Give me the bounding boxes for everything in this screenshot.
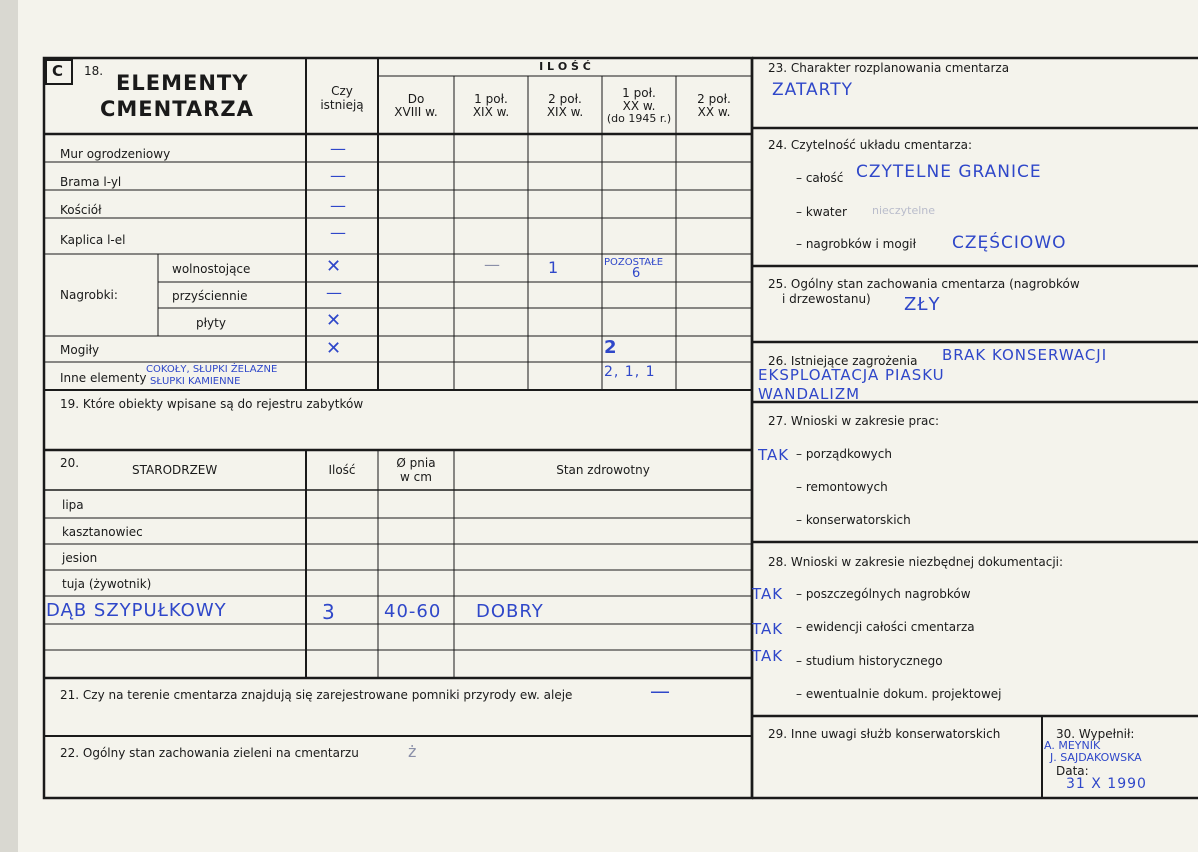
section-18-title-line1: ELEMENTY xyxy=(116,71,249,95)
hw-legibility-graves: CZĘŚCIOWO xyxy=(952,233,1067,253)
col-quantity: Ilość xyxy=(328,463,356,477)
hw-other-p4: 2, 1, 1 xyxy=(604,364,656,380)
hw-slabs-exists: ✕ xyxy=(326,310,343,331)
hw-gate-exists: — xyxy=(330,166,347,185)
section-25-label-line2: i drzewostanu) xyxy=(782,292,871,306)
legibility-whole-label: – całość xyxy=(796,171,844,185)
works-item-3: – konserwatorskich xyxy=(796,513,911,527)
hw-other-line1: COKOŁY, SŁUPKI ŻELAZNE xyxy=(146,364,278,375)
col-exists-line1: Czy xyxy=(331,84,353,98)
hw-works-yes: TAK xyxy=(758,446,790,464)
hw-docs-yes-1: TAK xyxy=(752,585,784,603)
row-mounds-label: Mogiły xyxy=(60,343,100,357)
row-wall-label: Mur ogrodzeniowy xyxy=(60,147,171,161)
docs-item-1: – poszczególnych nagrobków xyxy=(796,587,971,601)
row-graves-label: Nagrobki: xyxy=(60,288,118,302)
row-church-label: Kościół xyxy=(60,203,102,217)
row-freestanding-label: wolnostojące xyxy=(172,262,251,276)
period-4-line2: XX w. xyxy=(622,99,656,113)
col-diameter-line2: w cm xyxy=(400,470,432,484)
col-diameter-line1: Ø pnia xyxy=(396,456,436,470)
hw-section-22: ż xyxy=(408,742,418,761)
hw-filled-by-2: J. SAJDAKOWSKA xyxy=(1050,751,1142,764)
row-slabs-label: płyty xyxy=(196,316,226,330)
tree-row-2: kasztanowiec xyxy=(62,525,143,539)
hw-docs-yes-3: TAK xyxy=(752,647,784,665)
legibility-graves-label: – nagrobków i mogił xyxy=(796,237,917,251)
tree-row-1: lipa xyxy=(62,498,84,512)
works-item-1: – porządkowych xyxy=(796,447,892,461)
hw-freestanding-p4-count: 6 xyxy=(632,266,642,281)
docs-item-2: – ewidencji całości cmentarza xyxy=(796,620,975,634)
section-29-label: 29. Inne uwagi służb konserwatorskich xyxy=(768,727,1001,741)
section-25-label-line1: 25. Ogólny stan zachowania cmentarza (nagrobków xyxy=(768,277,1080,291)
period-3-line1: 2 poł. xyxy=(548,92,582,106)
quantity-header: I L O Ś Ć xyxy=(539,60,591,73)
hw-freestanding-p4-note: POZOSTAŁE xyxy=(604,257,664,268)
hw-wallmounted-exists: — xyxy=(326,283,343,302)
hw-legibility-whole: CZYTELNE GRANICE xyxy=(856,162,1042,182)
period-1-line2: XVIII w. xyxy=(394,105,438,119)
section-23-label: 23. Charakter rozplanowania cmentarza xyxy=(768,61,1010,75)
section-28-label: 28. Wnioski w zakresie niezbędnej dokumentacji: xyxy=(768,555,1064,569)
hw-freestanding-p3: 1 xyxy=(548,258,560,277)
hw-mounds-p4: 2 xyxy=(604,337,618,358)
tree-row-4: tuja (żywotnik) xyxy=(62,577,152,591)
hw-wall-exists: — xyxy=(330,139,347,158)
hw-threat-2: EKSPLOATACJA PIASKU xyxy=(758,366,945,384)
row-other-label: Inne elementy xyxy=(60,371,147,385)
docs-item-4: – ewentualnie dokum. projektowej xyxy=(796,687,1002,701)
section-24-label: 24. Czytelność układu cmentarza: xyxy=(768,138,973,152)
col-health: Stan zdrowotny xyxy=(556,463,650,477)
hw-filled-by-1: A. MEYNIK xyxy=(1044,739,1101,752)
section-20-title: STARODRZEW xyxy=(132,463,218,477)
hw-section-21: — xyxy=(650,679,671,703)
col-exists-line2: istnieją xyxy=(320,98,364,112)
hw-mounds-exists: ✕ xyxy=(326,338,343,359)
section-26-label: 26. Istniejące zagrożenia xyxy=(768,354,918,368)
hw-section-23: ZATARTY xyxy=(772,80,853,100)
section-18-title-line2: CMENTARZA xyxy=(100,97,254,121)
period-2-line1: 1 poł. xyxy=(474,92,508,106)
docs-item-3: – studium historycznego xyxy=(796,654,943,668)
row-wallmounted-label: przyściennie xyxy=(172,289,248,303)
hw-tree-diameter: 40-60 xyxy=(384,601,442,622)
section-20-number: 20. xyxy=(60,456,80,470)
row-chapel-label: Kaplica l-el xyxy=(60,233,126,247)
hw-threat-3: WANDALIZM xyxy=(758,385,861,403)
period-5-line2: XX w. xyxy=(697,105,731,119)
period-3-line2: XIX w. xyxy=(546,105,584,119)
hw-tree-quantity: 3 xyxy=(322,600,336,624)
section-27-label: 27. Wnioski w zakresie prac: xyxy=(768,414,940,428)
date-label: Data: xyxy=(1056,764,1089,778)
section-21-label: 21. Czy na terenie cmentarza znajdują się zarejestrowane pomniki przyrody ew. aleje xyxy=(60,688,573,702)
hw-freestanding-exists: ✕ xyxy=(326,256,343,277)
hw-docs-yes-2: TAK xyxy=(752,620,784,638)
section-22-label: 22. Ogólny stan zachowania zieleni na cmentarzu xyxy=(60,746,359,760)
period-4-line1: 1 poł. xyxy=(622,86,656,100)
hw-other-line2: SŁUPKI KAMIENNE xyxy=(150,376,241,387)
legibility-quarters-label: – kwater xyxy=(796,205,847,219)
works-item-2: – remontowych xyxy=(796,480,888,494)
period-5-line1: 2 poł. xyxy=(697,92,731,106)
hw-tree-health: DOBRY xyxy=(476,601,544,622)
period-4-line3: (do 1945 r.) xyxy=(606,112,672,125)
section-30-label: 30. Wypełnił: xyxy=(1056,727,1135,741)
hw-chapel-exists: — xyxy=(330,223,347,242)
hw-tree-species: DĄB SZYPUŁKOWY xyxy=(46,600,227,621)
hw-date: 31 X 1990 xyxy=(1066,776,1147,792)
section-letter: C xyxy=(52,62,64,80)
hw-freestanding-p2: — xyxy=(484,255,501,274)
hw-threat-1: BRAK KONSERWACJI xyxy=(942,346,1108,364)
period-2-line2: XIX w. xyxy=(472,105,510,119)
row-gate-label: Brama l-yl xyxy=(60,175,122,189)
hw-section-25: ZŁY xyxy=(904,294,941,315)
hw-legibility-quarters: nieczytelne xyxy=(872,204,936,217)
section-19-label: 19. Które obiekty wpisane są do rejestru zabytków xyxy=(60,397,364,411)
hw-church-exists: — xyxy=(330,196,347,215)
period-1-line1: Do xyxy=(407,92,425,106)
tree-row-3: jesion xyxy=(62,551,98,565)
section-18-number: 18. xyxy=(84,64,104,78)
